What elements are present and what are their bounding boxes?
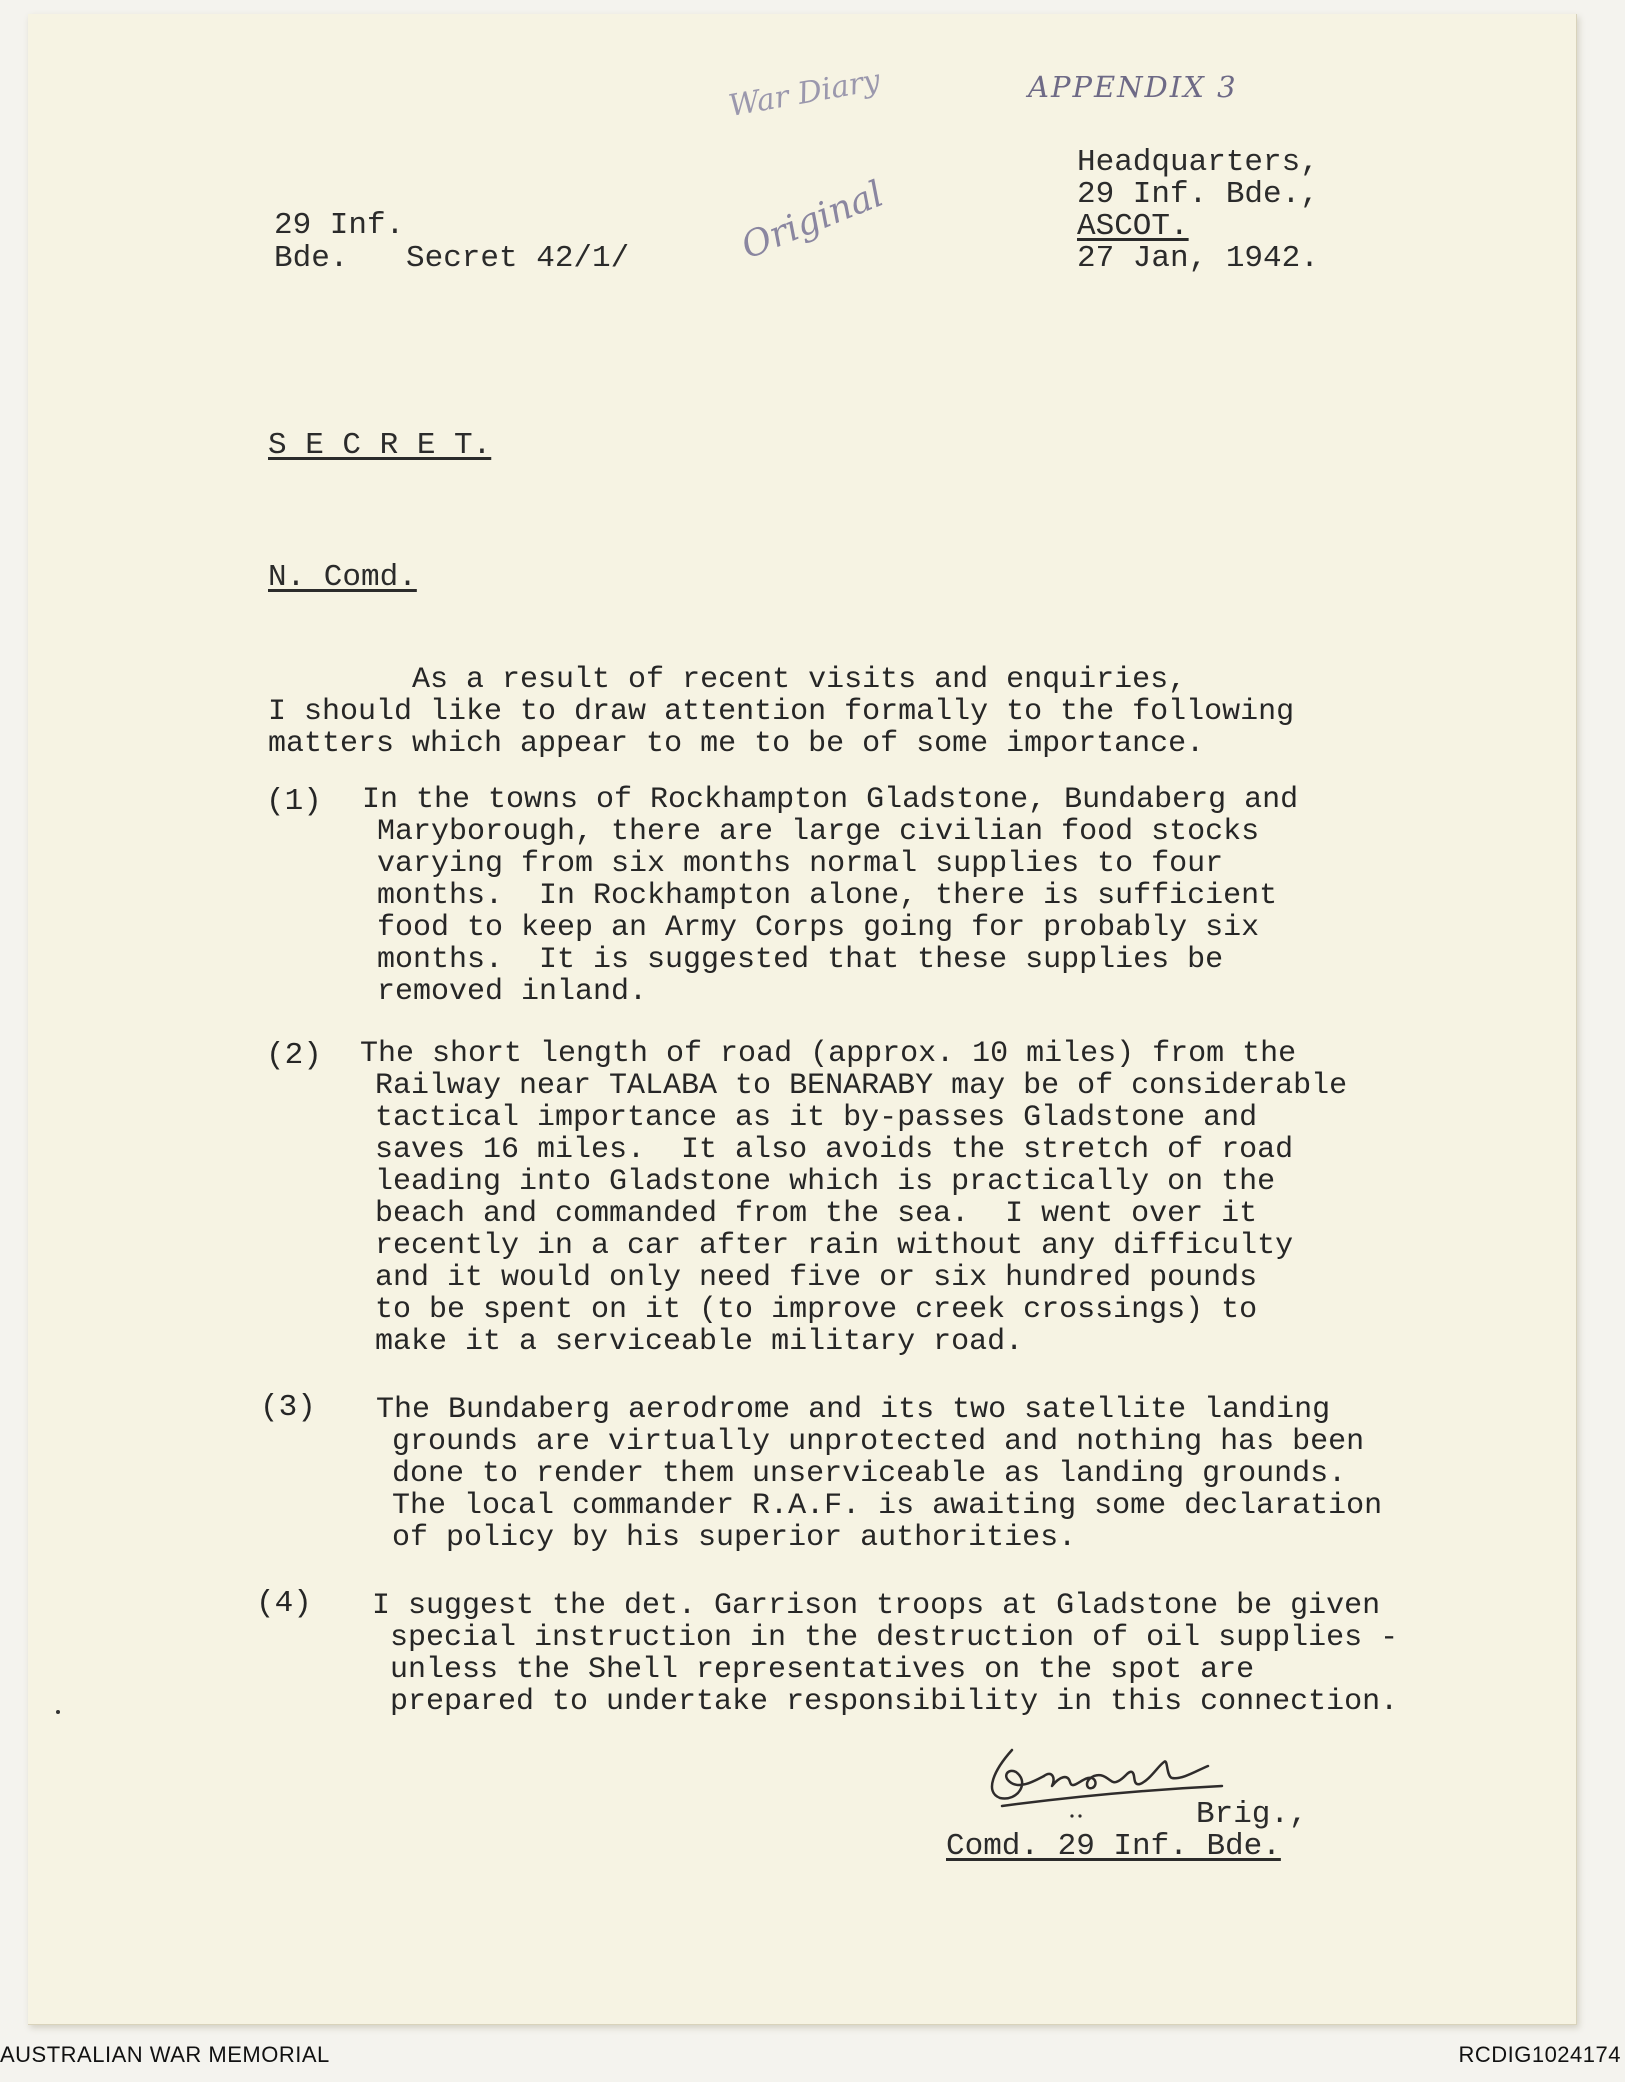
signature-rank: Brig.,: [1196, 1797, 1308, 1832]
item-line: make it a serviceable military road.: [375, 1325, 1024, 1359]
item-line: I suggest the det. Garrison troops at Gladstone be given: [372, 1589, 1381, 1623]
item-line: In the towns of Rockhampton Gladstone, Bundaberg and: [362, 783, 1299, 817]
intro-paragraph: [268, 664, 1294, 760]
item-number: (1): [266, 784, 322, 819]
item-line: The local commander R.A.F. is awaiting some declaration: [392, 1489, 1383, 1523]
item-line: beach and commanded from the sea. I went over it: [375, 1197, 1258, 1231]
item-line: food to keep an Army Corps going for probably six: [377, 911, 1260, 945]
item-line: tactical importance as it by-passes Gladstone and: [375, 1101, 1258, 1135]
original-annotation: Original: [735, 173, 890, 268]
intro-line: I should like to draw attention formally to the following: [268, 695, 1295, 729]
item-line: Maryborough, there are large civilian food stocks: [377, 815, 1260, 849]
item-line: grounds are virtually unprotected and nothing has been: [392, 1425, 1365, 1459]
item-paragraph: [360, 1038, 1347, 1358]
item-line: of policy by his superior authorities.: [392, 1521, 1077, 1555]
item-line: done to render them unserviceable as landing grounds.: [392, 1457, 1347, 1491]
letter-page: [28, 14, 1577, 2025]
item-line: removed inland.: [377, 975, 648, 1009]
item-line: Railway near TALABA to BENARABY may be of considerable: [375, 1069, 1348, 1103]
hq-line-location: ASCOT.: [1077, 209, 1189, 244]
item-line: varying from six months normal supplies to four: [377, 847, 1224, 881]
item-line: months. It is suggested that these supplies be: [377, 943, 1224, 977]
ink-dot: [56, 1710, 60, 1714]
archive-credit: AUSTRALIAN WAR MEMORIAL: [0, 2042, 330, 2067]
item-line: The Bundaberg aerodrome and its two satellite landing: [376, 1393, 1331, 1427]
archive-reference: RCDIG1024174: [1458, 2042, 1621, 2067]
appendix-annotation: APPENDIX 3: [1028, 70, 1238, 104]
item-line: saves 16 miles. It also avoids the stretch of road: [375, 1133, 1294, 1167]
classification-heading: S E C R E T.: [268, 428, 492, 463]
item-line: and it would only need five or six hundred pounds: [375, 1261, 1258, 1295]
signature-title: Comd. 29 Inf. Bde.: [946, 1829, 1281, 1864]
item-paragraph: [372, 1590, 1398, 1718]
item-number: (2): [266, 1038, 322, 1073]
item-line: prepared to undertake responsibility in this connection.: [390, 1685, 1399, 1719]
item-paragraph: [376, 1394, 1382, 1554]
war-diary-annotation: War Diary: [726, 62, 883, 125]
file-reference-unit: 29 Inf.: [274, 208, 405, 243]
intro-line: matters which appear to me to be of some importance.: [268, 727, 1205, 761]
hq-line-unit: 29 Inf. Bde.,: [1077, 177, 1319, 212]
addressee: N. Comd.: [268, 560, 417, 595]
item-number: (3): [260, 1390, 316, 1425]
item-line: to be spent on it (to improve creek crossings) to: [375, 1293, 1258, 1327]
item-line: unless the Shell representatives on the spot are: [390, 1653, 1255, 1687]
letter-date: 27 Jan, 1942.: [1077, 241, 1319, 276]
file-reference-number: Secret 42/1/: [406, 241, 630, 276]
item-number: (4): [256, 1586, 312, 1621]
item-line: The short length of road (approx. 10 miles) from the: [360, 1037, 1297, 1071]
item-line: special instruction in the destruction of oil supplies -: [390, 1621, 1399, 1655]
item-line: months. In Rockhampton alone, there is sufficient: [377, 879, 1278, 913]
item-line: leading into Gladstone which is practically on the: [375, 1165, 1276, 1199]
file-reference-bde: Bde.: [274, 241, 349, 276]
hq-line-headquarters: Headquarters,: [1077, 145, 1319, 180]
intro-line: As a result of recent visits and enquiries,: [268, 663, 1187, 697]
item-line: recently in a car after rain without any difficulty: [375, 1229, 1294, 1263]
item-paragraph: [362, 784, 1298, 1008]
